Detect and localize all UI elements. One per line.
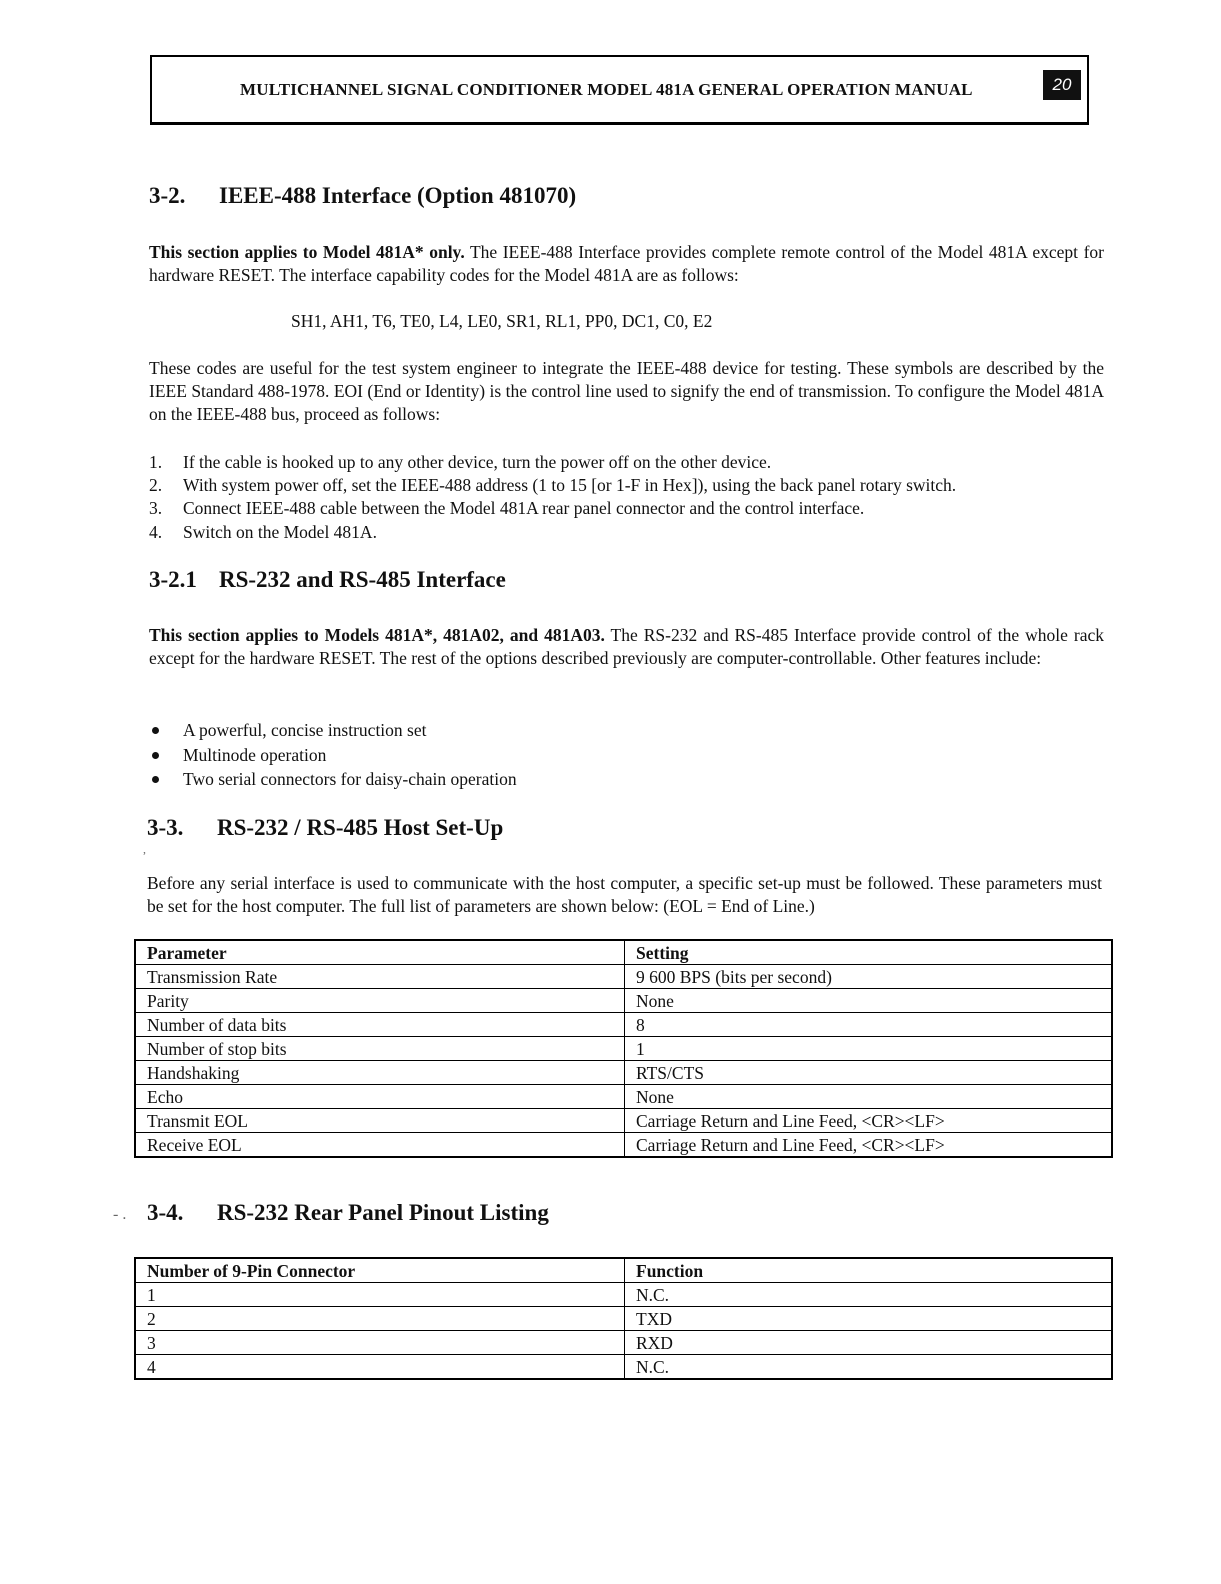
scan-speck: - . — [113, 1206, 127, 1223]
parameter-cell: Number of stop bits — [135, 1037, 625, 1061]
table-row — [135, 965, 1112, 989]
pinout-table — [134, 1257, 1113, 1380]
bullet-icon — [152, 776, 159, 783]
host-setup-table — [134, 939, 1113, 1158]
intro-bold: This section applies to Model 481A* only. — [149, 242, 465, 262]
section-number: 3-2.1 — [149, 567, 197, 592]
manual-title: MULTICHANNEL SIGNAL CONDITIONER MODEL 481A GENERAL OPERATION MANUAL — [240, 80, 973, 99]
intro-text: The IEEE-488 Interface provides complete remote control of the Model 481A except for hardware RESET. The interface capability codes for the Model 481A are as follows: — [149, 242, 1104, 285]
feature-text: Two serial connectors for daisy-chain operation — [183, 769, 517, 789]
table-row — [135, 1355, 1112, 1380]
list-item — [149, 521, 956, 544]
step-text: Connect IEEE-488 cable between the Model 481A rear panel connector and the control interface. — [183, 498, 865, 519]
list-item — [149, 743, 517, 768]
function-cell: N.C. — [625, 1283, 1113, 1307]
section-title: RS-232 and RS-485 Interface — [219, 567, 506, 592]
ieee-steps-list — [149, 451, 956, 544]
step-number: 4. — [149, 521, 163, 542]
parameter-cell: Echo — [135, 1085, 625, 1109]
table-row — [135, 1013, 1112, 1037]
pin-cell: 2 — [135, 1307, 625, 1331]
function-cell: TXD — [625, 1307, 1113, 1331]
feature-text: Multinode operation — [183, 744, 327, 765]
ieee-intro-paragraph — [149, 241, 1104, 287]
section-number: 3-2. — [149, 183, 186, 208]
table-row — [135, 1307, 1112, 1331]
host-setup-paragraph: Before any serial interface is used to communicate with the host computer, a specific set-up must be followed. These parameters must be set for the host computer. The full list of parameters are shown below: (EOL = End of Line.) — [147, 873, 1102, 916]
table-header-row — [135, 940, 1112, 965]
function-cell: N.C. — [625, 1355, 1113, 1380]
parameter-cell: Receive EOL — [135, 1133, 625, 1158]
header-cell: Parameter — [135, 940, 625, 965]
parameter-cell: Handshaking — [135, 1061, 625, 1085]
setting-cell: RTS/CTS — [625, 1061, 1113, 1085]
section-number: 3-3. — [147, 815, 184, 840]
table-row — [135, 1085, 1112, 1109]
step-number: 1. — [149, 452, 163, 472]
parameter-cell: Transmit EOL — [135, 1109, 625, 1133]
section-title: IEEE-488 Interface (Option 481070) — [219, 183, 577, 208]
intro-text: The RS-232 and RS-485 Interface provide control of the whole rack except for the hardware RESET. The rest of the options described previously are computer-controllable. Other features include: — [149, 625, 1104, 668]
features-list — [149, 718, 517, 792]
table-row — [135, 989, 1112, 1013]
list-item — [149, 767, 517, 792]
list-item — [149, 497, 956, 520]
setting-cell: None — [625, 1085, 1113, 1109]
header-cell: Function — [625, 1258, 1113, 1283]
ieee-description-paragraph: These codes are useful for the test system engineer to integrate the IEEE-488 device for testing. These symbols are described by the IEEE Standard 488-1978. EOI (End or Identity) is the control line used to signify the end of transmission. To configure the Model 481A on the IEEE-488 bus, proceed as follows: — [149, 358, 1104, 424]
setting-cell: Carriage Return and Line Feed, <CR><LF> — [625, 1133, 1113, 1158]
table-row — [135, 1283, 1112, 1307]
intro-bold: This section applies to Models 481A*, 481A02, and 481A03. — [149, 625, 605, 645]
table-header-row — [135, 1258, 1112, 1283]
capability-codes: SH1, AH1, T6, TE0, L4, LE0, SR1, RL1, PP0, DC1, C0, E2 — [291, 311, 713, 331]
section-title: RS-232 / RS-485 Host Set-Up — [217, 815, 504, 840]
setting-cell: 8 — [625, 1013, 1113, 1037]
step-number: 2. — [149, 475, 163, 496]
section-number: 3-4. — [147, 1200, 184, 1225]
table-row — [135, 1109, 1112, 1133]
page-number: 20 — [1043, 70, 1081, 100]
setting-cell: Carriage Return and Line Feed, <CR><LF> — [625, 1109, 1113, 1133]
step-text: Switch on the Model 481A. — [183, 521, 377, 542]
parameter-cell: Transmission Rate — [135, 965, 625, 989]
bullet-icon — [152, 727, 159, 734]
table-row — [135, 1331, 1112, 1355]
feature-text: A powerful, concise instruction set — [183, 720, 427, 740]
table-row — [135, 1061, 1112, 1085]
section-title: RS-232 Rear Panel Pinout Listing — [217, 1200, 549, 1225]
function-cell: RXD — [625, 1331, 1113, 1355]
table-row — [135, 1133, 1112, 1158]
setting-cell: None — [625, 989, 1113, 1013]
step-text: If the cable is hooked up to any other device, turn the power off on the other device. — [183, 452, 772, 472]
pin-cell: 4 — [135, 1355, 625, 1380]
setting-cell: 9 600 BPS (bits per second) — [625, 965, 1113, 989]
header-cell: Setting — [625, 940, 1113, 965]
parameter-cell: Number of data bits — [135, 1013, 625, 1037]
bullet-icon — [152, 752, 159, 759]
table-row — [135, 1037, 1112, 1061]
list-item — [149, 718, 517, 743]
parameter-cell: Parity — [135, 989, 625, 1013]
step-number: 3. — [149, 498, 163, 519]
pin-cell: 1 — [135, 1283, 625, 1307]
header-cell: Number of 9-Pin Connector — [135, 1258, 625, 1283]
list-item — [149, 474, 956, 497]
scan-speck: , — [143, 842, 146, 856]
pin-cell: 3 — [135, 1331, 625, 1355]
setting-cell: 1 — [625, 1037, 1113, 1061]
list-item — [149, 451, 956, 474]
rs232-intro-paragraph — [149, 624, 1104, 670]
step-text: With system power off, set the IEEE-488 address (1 to 15 [or 1-F in Hex]), using the back panel rotary switch. — [183, 475, 957, 496]
